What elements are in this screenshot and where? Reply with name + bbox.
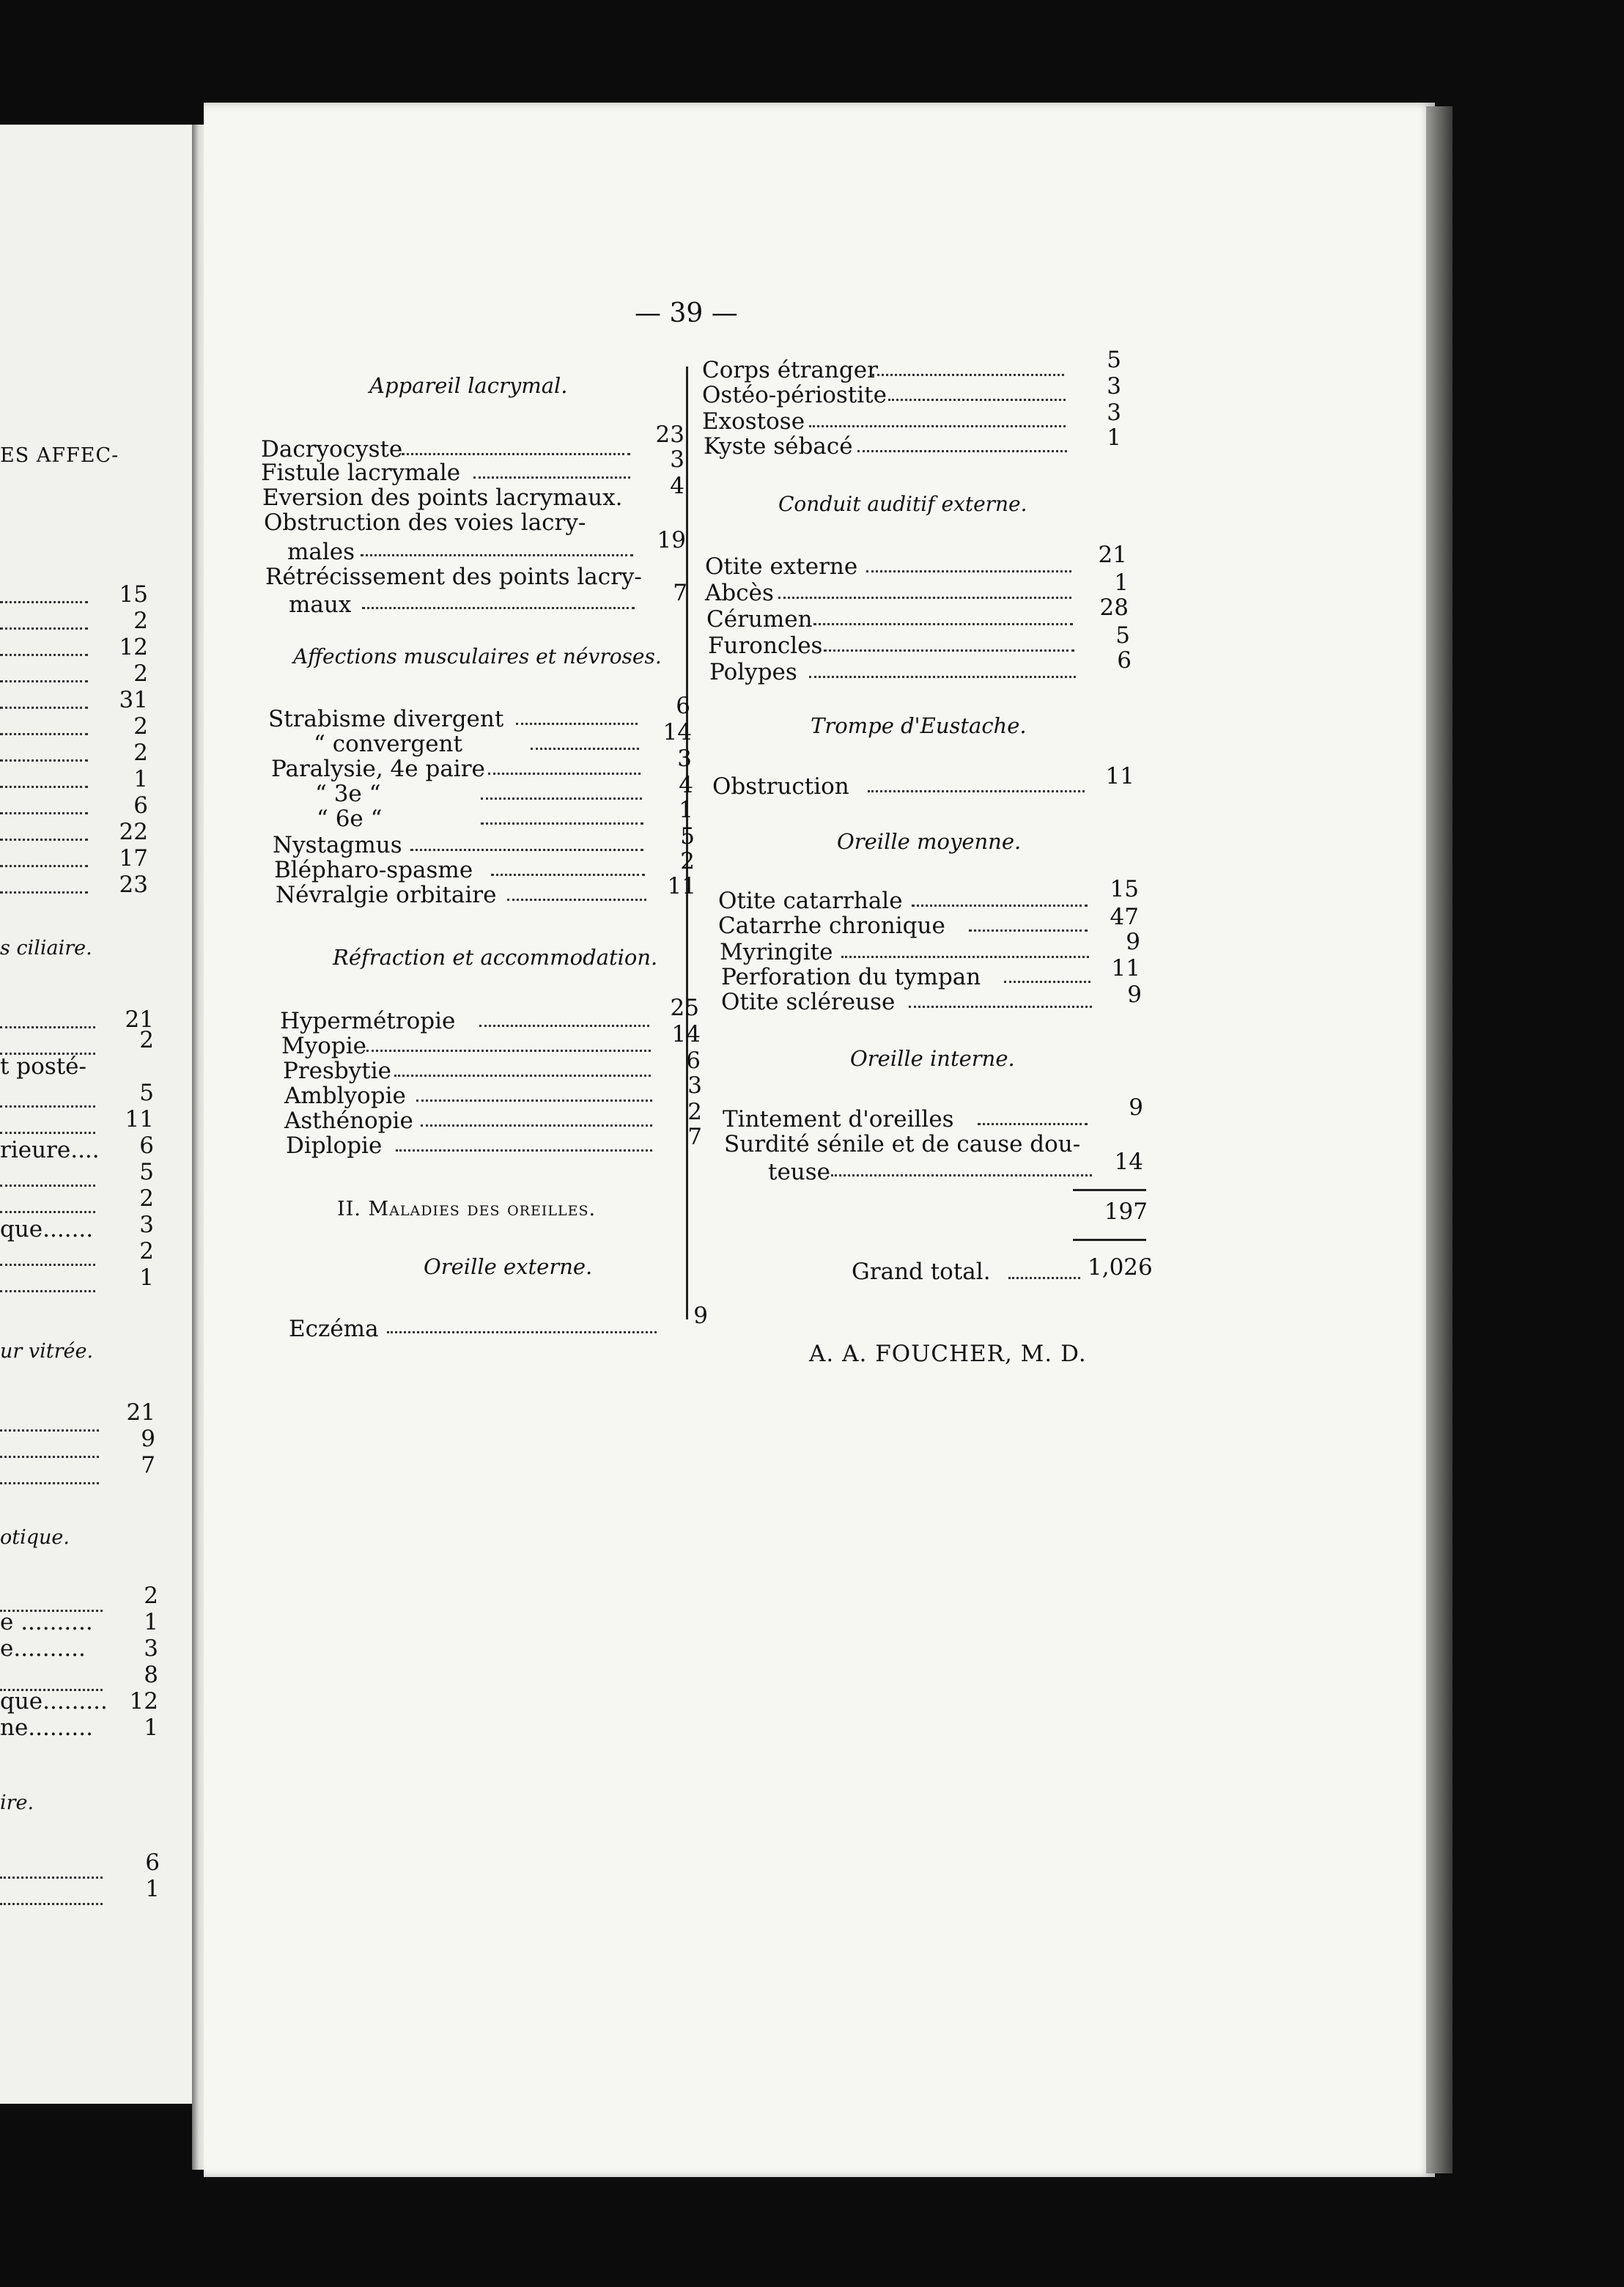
entry-label: Corps étranger [702,357,878,383]
section-heading-interne: Oreille interne. [850,1046,1015,1071]
left-value: 7 [141,1452,155,1478]
section-heading-refraction: Réfraction et accommodation. [333,945,658,970]
left-text: rieure.... [0,1137,100,1163]
left-value: 21 [125,1006,154,1033]
left-value: 31 [119,687,148,713]
left-value: 11 [125,1106,154,1133]
left-value: 2 [144,1583,158,1609]
entry-label: Dacryocyste [261,436,403,463]
left-value: 1 [133,766,148,792]
entry-label: males [287,539,355,565]
page-edge [1426,106,1453,2173]
entry-value: 4 [670,473,684,499]
left-text: que....... [0,1216,94,1242]
entry-value: 2 [680,848,695,874]
entry-value: 6 [1117,647,1132,674]
entry-value: 3 [670,446,684,473]
entry-label: Cérumen [706,606,813,633]
entry-label: Rétrécissement des points lacry- [265,564,642,590]
entry-label: Myopie [281,1033,367,1059]
section-heading-externe: Oreille externe. [424,1254,593,1279]
left-value: 2 [133,608,148,634]
entry-label: Névralgie orbitaire [276,882,497,908]
entry-value: 47 [1110,904,1139,930]
entry-label: Eczéma [289,1316,379,1342]
entry-value: 3 [687,1072,702,1099]
entry-label: Nystagmus [273,832,402,858]
entry-value: 5 [680,823,695,850]
grand-total-label: Grand total. [852,1259,991,1285]
entry-label: Furoncles [708,633,823,659]
left-value: 12 [119,634,148,660]
entry-label: Paralysie, 4e paire [271,756,485,782]
entry-label: Abcès [705,580,774,606]
entry-value: 25 [670,995,699,1021]
left-value: 3 [139,1212,154,1238]
subtotal-value: 197 [1104,1198,1148,1225]
entry-value: 7 [673,580,687,606]
entry-label: Blépharo-spasme [274,857,473,883]
entry-label: Strabisme divergent [268,706,504,732]
section-heading-moyenne: Oreille moyenne. [837,829,1022,854]
entry-value: 11 [1111,955,1140,982]
section-heading-conduit: Conduit auditif externe. [778,492,1027,516]
entry-label: Otite catarrhale [718,888,903,914]
entry-value: 6 [686,1047,701,1074]
entry-label: Otite externe [705,553,858,580]
entry-value: 19 [657,527,686,553]
entry-label: Tintement d'oreilles [723,1106,954,1133]
entry-label: Myringite [720,939,833,965]
entry-value: 1 [1107,424,1121,451]
entry-value: 2 [687,1099,702,1125]
entry-value: 3 [677,745,692,772]
entry-label: maux [289,592,352,618]
left-value: 22 [119,819,148,845]
entry-value: 7 [687,1124,702,1150]
left-text: ne......... [0,1715,93,1741]
entry-label: “ 3e “ [315,781,381,807]
entry-value: 6 [676,693,690,719]
left-heading: otique. [0,1526,70,1549]
entry-label: Obstruction [712,773,849,800]
left-heading: ire. [0,1791,34,1814]
left-value: 17 [119,845,148,872]
left-value: 6 [133,792,148,819]
entry-label: “ convergent [314,731,462,757]
grand-total-value: 1,026 [1088,1254,1153,1281]
left-value: 1 [144,1609,158,1635]
left-value: 1 [139,1264,154,1291]
entry-value: 4 [679,772,693,798]
entry-value: 14 [1114,1149,1143,1175]
entry-value: 21 [1098,542,1127,568]
left-value: 6 [145,1849,160,1876]
entry-label: Hypermétropie [280,1008,456,1034]
left-value: 2 [139,1027,154,1053]
entry-value: 5 [1115,622,1130,649]
entry-label: Exostose [702,408,805,435]
entry-value: 9 [1126,929,1140,955]
entry-value: 14 [662,719,692,745]
left-value: 1 [145,1876,160,1902]
left-text: t posté- [0,1053,87,1080]
entry-value: 1 [1114,570,1129,596]
left-value: 23 [119,872,148,898]
left-value: 9 [141,1426,155,1452]
entry-label: Amblyopie [284,1083,406,1109]
entry-value: 9 [1129,1094,1143,1121]
entry-label: “ 6e “ [317,806,383,832]
entry-label: Perforation du tympan [721,964,981,990]
entry-value: 15 [1110,876,1139,902]
left-value: 5 [139,1080,154,1106]
entry-label: teuse [768,1159,831,1185]
entry-label: Surdité sénile et de cause dou- [724,1131,1081,1157]
left-value: 21 [126,1399,155,1426]
left-value: 3 [144,1635,158,1662]
left-value: 2 [133,740,148,766]
entry-label: Kyste sébacé [704,433,853,460]
entry-label: Asthénopie [284,1108,413,1134]
left-heading: ur vitrée. [0,1340,94,1363]
left-text: e.......... [0,1635,86,1662]
entry-label: Ostéo-périostite [702,382,887,408]
section-heading-musculaires: Affections musculaires et névroses. [293,644,662,669]
left-value: 12 [129,1688,158,1715]
entry-label: Diplopie [286,1133,383,1159]
entry-label: Fistule lacrymale [261,460,461,486]
entry-value: 28 [1099,594,1129,621]
entry-label: Otite scléreuse [721,989,896,1015]
entry-value: 3 [1107,399,1121,426]
left-heading: s ciliaire. [0,937,92,960]
left-value: 15 [119,581,148,608]
section-heading-maladies: II. Maladies des oreilles. [337,1198,597,1220]
entry-value: 11 [1105,763,1134,789]
left-value: 2 [133,660,148,687]
entry-value: 11 [667,873,696,899]
page-number: — 39 — [635,298,738,328]
entry-value: 3 [1107,373,1121,399]
entry-value: 9 [693,1303,708,1329]
left-value: 6 [139,1133,154,1159]
entry-label: Eversion des points lacrymaux. [262,485,623,511]
left-value: 2 [133,713,148,740]
entry-label: Polypes [709,659,797,685]
section-heading-trompe: Trompe d'Eustache. [811,713,1027,738]
entry-value: 5 [1107,347,1121,373]
entry-value: 1 [679,797,693,823]
entry-value: 23 [655,421,684,448]
left-value: 5 [139,1159,154,1185]
entry-label: Presbytie [283,1058,392,1084]
left-value: 2 [139,1238,154,1264]
left-text: e .......... [0,1609,93,1635]
left-value: 8 [144,1662,158,1688]
section-heading-lacrymal: Appareil lacrymal. [369,373,568,398]
entry-label: Catarrhe chronique [718,913,945,939]
left-value: 1 [144,1715,158,1741]
left-header: ES AFFEC- [0,444,119,467]
signature: A. A. FOUCHER, M. D. [809,1341,1087,1367]
entry-value: 14 [671,1021,701,1047]
entry-label: Obstruction des voies lacry- [264,509,586,536]
sum-rule [1073,1189,1146,1191]
sum-rule [1073,1239,1146,1241]
left-value: 2 [139,1185,154,1212]
entry-value: 9 [1127,982,1142,1008]
left-text: que......... [0,1688,108,1715]
